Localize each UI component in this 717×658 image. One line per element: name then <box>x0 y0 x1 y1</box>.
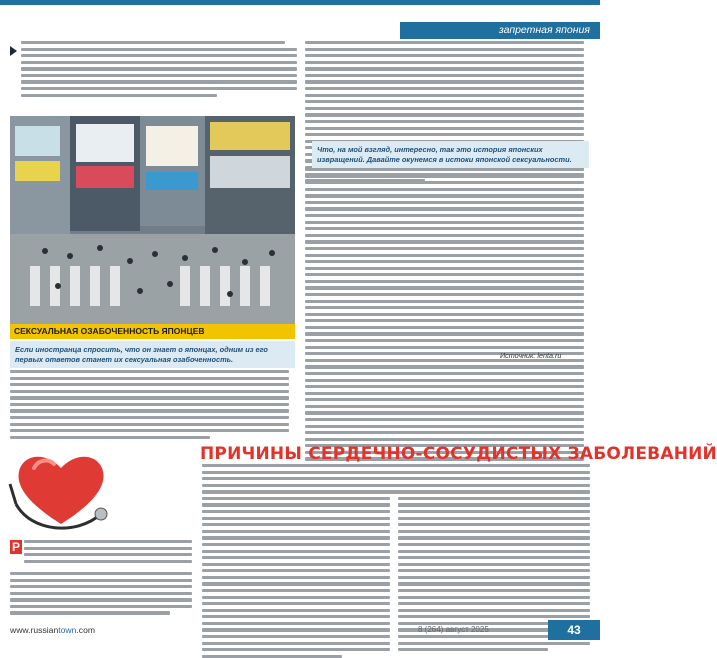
heart-stethoscope-image <box>6 444 116 536</box>
footer-url-prefix: www.russian <box>10 625 59 635</box>
lead-quote-right: Что, на мой взгляд, интересно, так это история японских извращений. Давайте окунемся в истоки японской сексуальности. <box>312 141 589 168</box>
section-tag: запретная япония <box>400 22 600 39</box>
footer-website-link[interactable] <box>10 625 95 635</box>
lead-quote-left: Если иностранца спросить, что он знает о японцах, одним из его первых ответов станет их сексуальная озабоченность. <box>10 341 295 368</box>
triangle-marker-icon <box>10 46 17 56</box>
source-credit: Источник: lenta.ru <box>500 351 562 360</box>
intro-text-lines <box>10 41 289 97</box>
article1-body-left <box>10 370 289 439</box>
photo-caption: СЕКСУАЛЬНАЯ ОЗАБОЧЕННОСТЬ ЯПОНЦЕВ <box>10 324 295 339</box>
issue-info: 8 (264) август 2025 <box>418 625 489 634</box>
intro-text <box>10 41 289 97</box>
top-band <box>0 0 600 5</box>
dropcap: Р <box>11 540 20 554</box>
article2-headline: ПРИЧИНЫ СЕРДЕЧНО-СОСУДИСТЫХ ЗАБОЛЕВАНИЙ <box>200 444 717 464</box>
footer-url-accent: town <box>58 625 77 635</box>
article2-col2 <box>202 464 390 658</box>
article2-col1 <box>24 540 192 563</box>
city-crossing-photo <box>10 116 295 324</box>
footer-url-suffix: .com <box>76 625 96 635</box>
article2-col1-cont <box>10 572 192 615</box>
page-number: 43 <box>548 620 600 640</box>
